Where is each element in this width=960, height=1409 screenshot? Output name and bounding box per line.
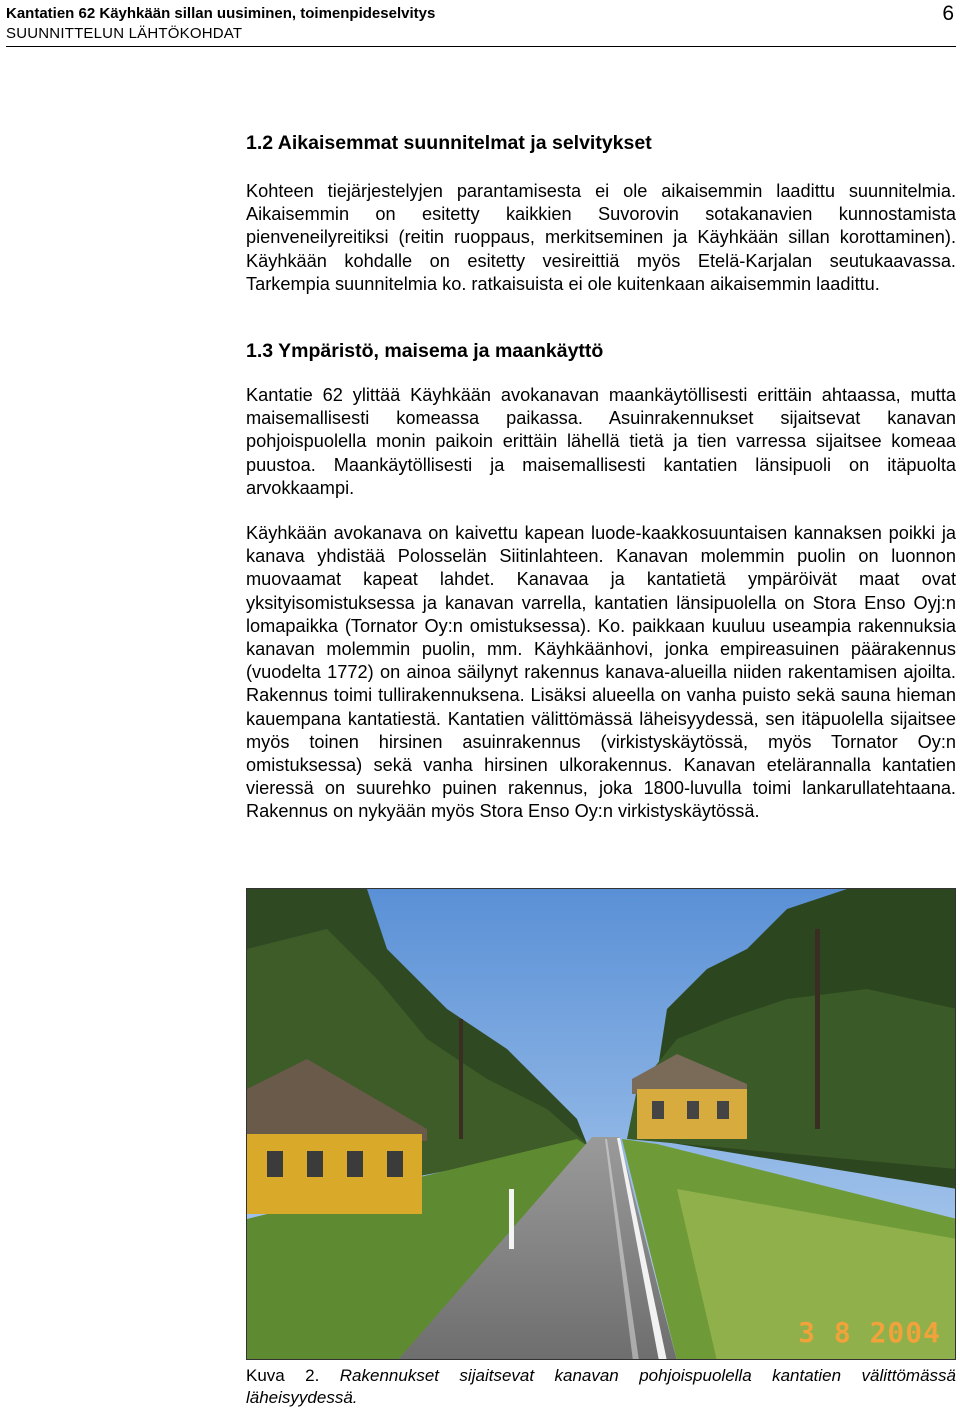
section-heading-1-3: 1.3 Ympäristö, maisema ja maankäyttö xyxy=(246,340,604,362)
section-1-3-paragraph-2: Käyhkään avokanava on kaivettu kapean luode-kaakkosuuntaisen kannaksen poikki ja kanava yhdistää Polosselän Siitinlahteen. Kanavan molemmin puolin on luonnon muovaamat kapeat lahdet. Kanavaa ja kantatietä ympäröivät maat ovat yksityisomistuksessa ja kanavan varrella, kantatien länsipuolella on Stora Enso Oyj:n lomapaikka (Tornator Oy:n omistuksessa). Ko. paikkaan kuuluu useampia rakennuksia kanavan molemmin puolin, mm. Käyhkäänhovi, jonka empireasuinen päärakennus (vuodelta 1772) on ainoa säilynyt rakennus kanava-alueilla niiden rakentamisen ajoilta. Rakennus toimi tullirakennuksena. Lisäksi alueella on vanha puisto sekä sauna hieman kauempana kantatiestä. Kantatien välittömässä läheisyydessä, sen itäpuolella sijaitsee myös toinen hirsinen asuinrakennus (virkistyskäytössä, myös Tornator Oy:n omistuksessa) sekä vanha hirsinen ulkorakennus. Kanavan etelärannalla kantatien vieressä on suurehko puinen rakennus, joka 1800-luvulla toimi lankarullatehtaana. Rakennus on nykyään myös Stora Enso Oy:n virkistyskäytössä. xyxy=(246,523,956,822)
section-heading-1-2: 1.2 Aikaisemmat suunnitelmat ja selvitykset xyxy=(246,132,652,154)
section-1-2-paragraph: Kohteen tiejärjestelyjen parantamisesta ei ole aikaisemmin laadittu suunnitelmia. Aikaisemmin on esitetty kaikkien Suvorovin sotakanavien kunnostamista pienveneilyreitiksi (reitin ruoppaus, merkitseminen ja Käyhkään sillan korottaminen). Käyhkään kohdalle on esitetty vesireittiä myös Etelä-Karjalan seutukaavassa. Tarkempia suunnitelmia ko. ratkaisuista ei ole kuitenkaan aikaisemmin laadittu. xyxy=(246,181,956,294)
figure-caption xyxy=(246,1365,956,1409)
section-1-3-paragraph-1: Kantatie 62 ylittää Käyhkään avokanavan maankäytöllisesti erittäin ahtaassa, mutta maisemallisesti komeassa paikassa. Asuinrakennukset sijaitsevat kanavan pohjoispuolella monin paikoin erittäin lähellä tietä ja tien varressa sijaitsee komeaa puustoa. Maankäytöllisesti ja maisemallisesti kantatien länsipuoli on itäpuolta arvokkaampi. xyxy=(246,385,956,498)
page-number: 6 xyxy=(942,2,954,25)
road-scene-illustration xyxy=(247,889,956,1360)
caption-text: Rakennukset sijaitsevat kanavan pohjoispuolella kantatien välittömässä läheisyydessä. xyxy=(246,1366,956,1407)
header-divider xyxy=(6,46,956,47)
document-section-label: SUUNNITTELUN LÄHTÖKOHDAT xyxy=(6,25,243,42)
document-title: Kantatien 62 Käyhkään sillan uusiminen, toimenpideselvitys xyxy=(6,5,436,22)
landscape-photo xyxy=(246,888,956,1360)
photo-date-stamp: 3 8 2004 xyxy=(798,1316,941,1349)
caption-label: Kuva 2. xyxy=(246,1366,320,1385)
page-header xyxy=(6,2,956,46)
